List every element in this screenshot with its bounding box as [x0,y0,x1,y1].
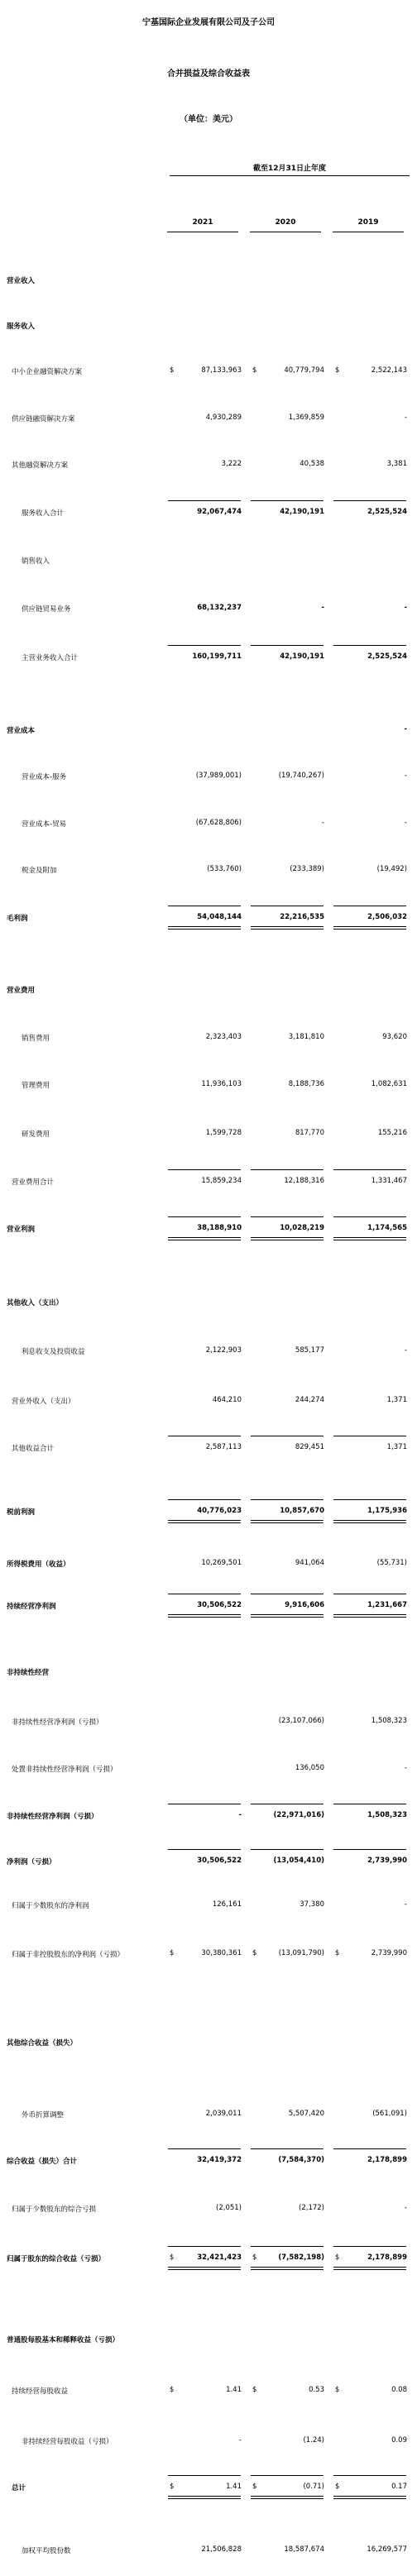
currency-symbol: $ [335,2386,340,2394]
cell-value: 941,064 [295,1559,324,1567]
row-label: 研发费用 [22,1130,50,1139]
table-row [0,1949,417,1961]
cell-value: (7,582,198) [278,2253,324,2262]
currency-symbol: $ [252,2253,257,2262]
cell-value: 126,161 [212,1900,242,1909]
cell-value: 10,269,501 [201,1559,242,1567]
subtotal-rule [333,2148,406,2149]
cell-value: 136,050 [295,1764,324,1772]
row-label: 其他收入（支出） [7,1299,64,1307]
table-row [0,2038,417,2049]
subtotal-rule [333,1849,406,1850]
total-double-rule [168,1614,241,1618]
cell-value: - [404,2204,407,2212]
subtotal-rule [168,2246,241,2247]
cell-value: 4,930,289 [205,413,242,422]
table-row [0,2253,417,2265]
total-double-rule [333,2267,406,2270]
cell-value: 1,508,323 [367,1811,407,1819]
currency-symbol: $ [335,1949,340,1957]
cell-value: 0.09 [391,2436,407,2445]
cell-value: 1.41 [226,2386,242,2394]
currency-symbol: $ [170,366,175,375]
cell-value: 40,779,794 [284,366,324,375]
row-label: 持续经营每股收益 [12,2387,69,2396]
table-row [0,1396,417,1407]
row-label: 服务收入合计 [22,509,65,518]
total-double-rule [333,1237,406,1240]
table-row [0,1443,417,1455]
subtotal-rule [251,645,324,646]
cell-value: (23,107,066) [278,1717,324,1725]
table-row [0,508,417,519]
cell-value: 38,188,910 [197,1224,242,1232]
currency-symbol: $ [335,2483,340,2491]
total-double-rule [251,1614,324,1618]
cell-value: (2,051) [216,2204,242,2212]
cell-value: 32,421,423 [197,2253,242,2262]
subtotal-rule [333,500,406,501]
cell-value: 9,916,606 [285,1601,324,1609]
cell-value: 1,371 [386,1443,407,1451]
cell-value: 12,188,316 [284,1177,324,1185]
cell-value: - [238,2436,242,2445]
subtotal-rule [168,2475,241,2476]
cell-value: 30,506,522 [197,1857,242,1865]
row-label: 总计 [12,2484,26,2492]
cell-value: (19,740,267) [278,772,324,780]
row-label: 非持续性经营 [7,1669,50,1677]
cell-value: 1,331,467 [371,1177,407,1185]
cell-value: 93,620 [382,1033,407,1041]
currency-symbol: $ [252,2483,257,2491]
cell-value: 2,525,524 [367,508,407,516]
cell-value: 0.53 [309,2386,324,2394]
subtotal-rule [333,2246,406,2247]
cell-value: (1.24) [303,2436,324,2445]
row-label: 销售收入 [22,557,50,566]
cell-value: 1,369,859 [288,413,324,422]
table-row [0,1717,417,1728]
row-label: 营业成本-贸易 [22,820,67,829]
cell-value: 30,380,361 [201,1949,242,1957]
table-row [0,2335,417,2346]
statement-title: 合并损益及综合收益表 [167,69,250,79]
row-label: 非持续性经营净利润（亏损） [12,1718,103,1727]
currency-unit: （单位：美元） [180,115,237,124]
cell-value: - [321,604,324,612]
row-label: 营业外收入（支出） [12,1398,75,1406]
row-label: 综合收益（损失）合计 [7,2158,78,2166]
total-double-rule [168,926,241,930]
cell-value: 155,216 [377,1129,407,1137]
currency-symbol: $ [335,2253,340,2262]
table-row [0,2483,417,2494]
row-label: 营业费用合计 [12,1178,55,1187]
cell-value: 1,175,936 [367,1507,407,1515]
cell-value: 1,599,728 [205,1129,242,1137]
row-label: 其他融资解决方案 [12,461,69,470]
subtotal-rule [168,1169,241,1170]
table-row [0,985,417,996]
table-row [0,1177,417,1188]
subtotal-rule [168,2148,241,2149]
cell-value: 11,936,103 [201,1080,242,1088]
cell-value: (37,989,001) [195,772,242,780]
table-row [0,460,417,471]
table-row [0,913,417,925]
subtotal-rule [333,1499,406,1500]
table-row [0,366,417,378]
currency-symbol: $ [335,366,340,375]
cell-value: 464,210 [212,1396,242,1404]
cell-value: (55,731) [376,1559,407,1567]
cell-value: 2,739,990 [367,1857,407,1865]
cell-value: (13,091,790) [278,1949,324,1957]
cell-value: 1,174,565 [367,1224,407,1232]
cell-value: (2,172) [299,2204,324,2212]
row-label: 处置非持续性经营净利润（亏损） [12,1766,117,1774]
cell-value: 2,122,903 [205,1346,242,1355]
table-row [0,1601,417,1613]
cell-value: 3,381 [386,460,407,468]
subtotal-rule [168,1849,241,1850]
table-row [0,1298,417,1309]
row-label: 外币折算调整 [22,2111,65,2120]
total-double-rule [333,926,406,930]
subtotal-rule [251,2475,324,2476]
cell-value: 3,181,810 [288,1033,324,1041]
table-row [0,1764,417,1775]
cell-value: (0.71) [303,2483,324,2491]
row-label: 非持续经营每股收益（亏损） [22,2438,113,2446]
row-label: 利息收支及投资收益 [22,1348,85,1356]
table-row [0,1811,417,1823]
table-row [0,819,417,830]
cell-value: 40,538 [300,460,324,468]
cell-value: 2,525,524 [367,652,407,661]
table-row [0,865,417,877]
row-label: 中小企业融资解决方案 [12,368,83,376]
row-label: 净利润（亏损） [7,1858,56,1866]
row-label: 毛利润 [7,915,28,923]
cell-value: 42,190,191 [280,652,324,661]
currency-symbol: $ [170,2386,175,2394]
row-label: 营业费用 [7,987,36,995]
cell-value: 10,028,219 [280,1224,324,1232]
table-row [0,1224,417,1235]
cell-value: 2,739,990 [371,1949,407,1957]
cell-value: - [404,725,407,734]
table-row [0,2156,417,2167]
cell-value: - [404,1346,407,1355]
cell-value: 40,776,023 [197,1507,242,1515]
table-row [0,1900,417,1912]
cell-value: 0.17 [391,2483,407,2491]
cell-value: (19,492) [376,865,407,873]
cell-value: 160,199,711 [192,652,242,661]
cell-value: - [404,772,407,780]
total-double-rule [333,2496,406,2499]
row-label: 非持续性经营净利润（亏损） [7,1813,98,1821]
cell-value: 829,451 [295,1443,324,1451]
total-double-rule [333,1520,406,1523]
cell-value: 8,188,736 [288,1080,324,1088]
cell-value: - [404,1764,407,1772]
row-label: 其他综合收益（损失） [7,2039,78,2048]
row-label: 营业成本 [7,727,36,735]
cell-value: 37,380 [300,1900,324,1909]
column-header-2021: 2021 [192,218,213,227]
cell-value: 1,508,323 [371,1717,407,1725]
cell-value: 18,587,674 [284,2545,324,2554]
cell-value: (67,628,806) [195,819,242,827]
cell-value: (22,971,016) [273,1811,324,1819]
cell-value: - [238,1811,242,1819]
subtotal-rule [251,1169,324,1170]
total-double-rule [168,2496,241,2499]
row-label: 归属于非控股股东的净利润（亏损） [12,1951,125,1959]
subtotal-rule [251,1849,324,1850]
cell-value: 87,133,963 [201,366,242,375]
row-label: 归属于少数股东的综合亏损 [12,2206,97,2214]
row-label: 销售费用 [22,1035,50,1043]
subtotal-rule [168,1499,241,1500]
cell-value: 5,507,420 [288,2110,324,2118]
cell-value: 1,371 [386,1396,407,1404]
cell-value: (233,389) [290,865,324,873]
subtotal-rule [333,2475,406,2476]
subtotal-rule [333,1216,406,1217]
subtotal-rule [251,2148,324,2149]
cell-value: 1,082,631 [371,1080,407,1088]
cell-value: 68,132,237 [197,604,242,612]
cell-value: 2,522,143 [371,366,407,375]
row-label: 税金及附加 [22,867,57,875]
table-row [0,1507,417,1518]
row-label: 营业利润 [7,1226,36,1234]
cell-value: - [404,604,407,612]
table-row [0,2386,417,2397]
row-label: 归属于少数股东的净利润 [12,1902,89,1910]
table-row [0,1667,417,1679]
table-row [0,1559,417,1570]
table-row [0,725,417,737]
subtotal-rule [168,500,241,501]
row-label: 其他收益合计 [12,1445,55,1453]
total-double-rule [251,2267,324,2270]
total-double-rule [333,1614,406,1618]
cell-value: 30,506,522 [197,1601,242,1609]
table-row [0,2204,417,2215]
cell-value: 2,323,403 [205,1033,242,1041]
total-double-rule [251,2496,324,2499]
row-label: 归属于股东的综合收益（亏损） [7,2255,106,2263]
currency-symbol: $ [252,366,257,375]
cell-value: 54,048,144 [197,913,242,921]
currency-symbol: $ [170,2253,175,2262]
cell-value: 2,506,032 [367,913,407,921]
currency-symbol: $ [170,2483,175,2491]
cell-value: 817,770 [295,1129,324,1137]
row-label: 营业收入 [7,277,36,285]
subtotal-rule [251,500,324,501]
currency-symbol: $ [170,1949,175,1957]
cell-value: 1.41 [226,2483,242,2491]
total-double-rule [168,1520,241,1523]
table-row [0,1857,417,1868]
subtotal-rule [168,645,241,646]
column-header-2020: 2020 [275,218,296,227]
cell-value: 22,216,535 [280,913,324,921]
cell-value: 244,274 [295,1396,324,1404]
subtotal-rule [333,645,406,646]
table-row [0,413,417,425]
cell-value: 42,190,191 [280,508,324,516]
cell-value: (13,054,410) [273,1857,324,1865]
table-row [0,2110,417,2121]
cell-value: 16,269,577 [367,2545,407,2554]
table-row [0,321,417,332]
cell-value: 32,419,372 [197,2156,242,2164]
total-double-rule [251,926,324,930]
table-row [0,1346,417,1358]
cell-value: 2,587,113 [205,1443,242,1451]
cell-value: 1,231,667 [367,1601,407,1609]
table-row [0,2545,417,2557]
cell-value: 2,039,011 [205,2110,242,2118]
row-label: 税前利润 [7,1508,36,1517]
cell-value: 10,857,670 [280,1507,324,1515]
period-header: 截至12月31日止年度 [252,165,327,173]
subtotal-rule [251,2246,324,2247]
row-label: 加权平均股份数 [22,2547,71,2555]
subtotal-rule [251,1216,324,1217]
currency-symbol: $ [252,2386,257,2394]
cell-value: - [404,1900,407,1909]
table-row [0,604,417,615]
subtotal-rule [168,1216,241,1217]
cell-value: - [404,413,407,422]
cell-value: (7,584,370) [278,2156,324,2164]
cell-value: (561,091) [372,2110,407,2118]
cell-value: 0.08 [391,2386,407,2394]
cell-value: 585,177 [295,1346,324,1355]
total-double-rule [168,1237,241,1240]
total-double-rule [168,2267,241,2270]
currency-symbol: $ [252,1949,257,1957]
total-double-rule [251,1237,324,1240]
cell-value: - [321,819,324,827]
column-header-2019: 2019 [357,218,379,227]
table-row [0,772,417,783]
cell-value: 3,222 [221,460,242,468]
cell-value: 15,859,234 [201,1177,242,1185]
cell-value: 92,067,474 [197,508,242,516]
subtotal-rule [251,1499,324,1500]
table-row [0,1033,417,1044]
cell-value: - [404,819,407,827]
cell-value: 2,178,899 [367,2156,407,2164]
total-double-rule [251,1520,324,1523]
row-label: 主营业务收入合计 [22,654,79,662]
table-row [0,1129,417,1140]
subtotal-rule [333,1169,406,1170]
table-row [0,1080,417,1092]
table-row [0,2436,417,2448]
row-label: 持续经营净利润 [7,1603,56,1611]
row-label: 营业成本-服务 [22,773,67,781]
cell-value: (533,760) [207,865,242,873]
cell-value: 21,506,828 [201,2545,242,2554]
row-label: 管理费用 [22,1082,50,1090]
row-label: 供应链贸易业务 [22,605,71,614]
row-label: 普通股每股基本和稀释收益（亏损） [7,2336,120,2344]
cell-value: 2,178,899 [367,2253,407,2262]
table-row [0,275,417,287]
table-row [0,652,417,664]
row-label: 供应链融资解决方案 [12,415,75,423]
row-label: 所得税费用（收益） [7,1560,70,1569]
company-name: 宁基国际企业发展有限公司及子公司 [142,18,275,27]
row-label: 服务收入 [7,323,36,331]
period-underline [170,175,410,176]
table-row [0,556,417,567]
